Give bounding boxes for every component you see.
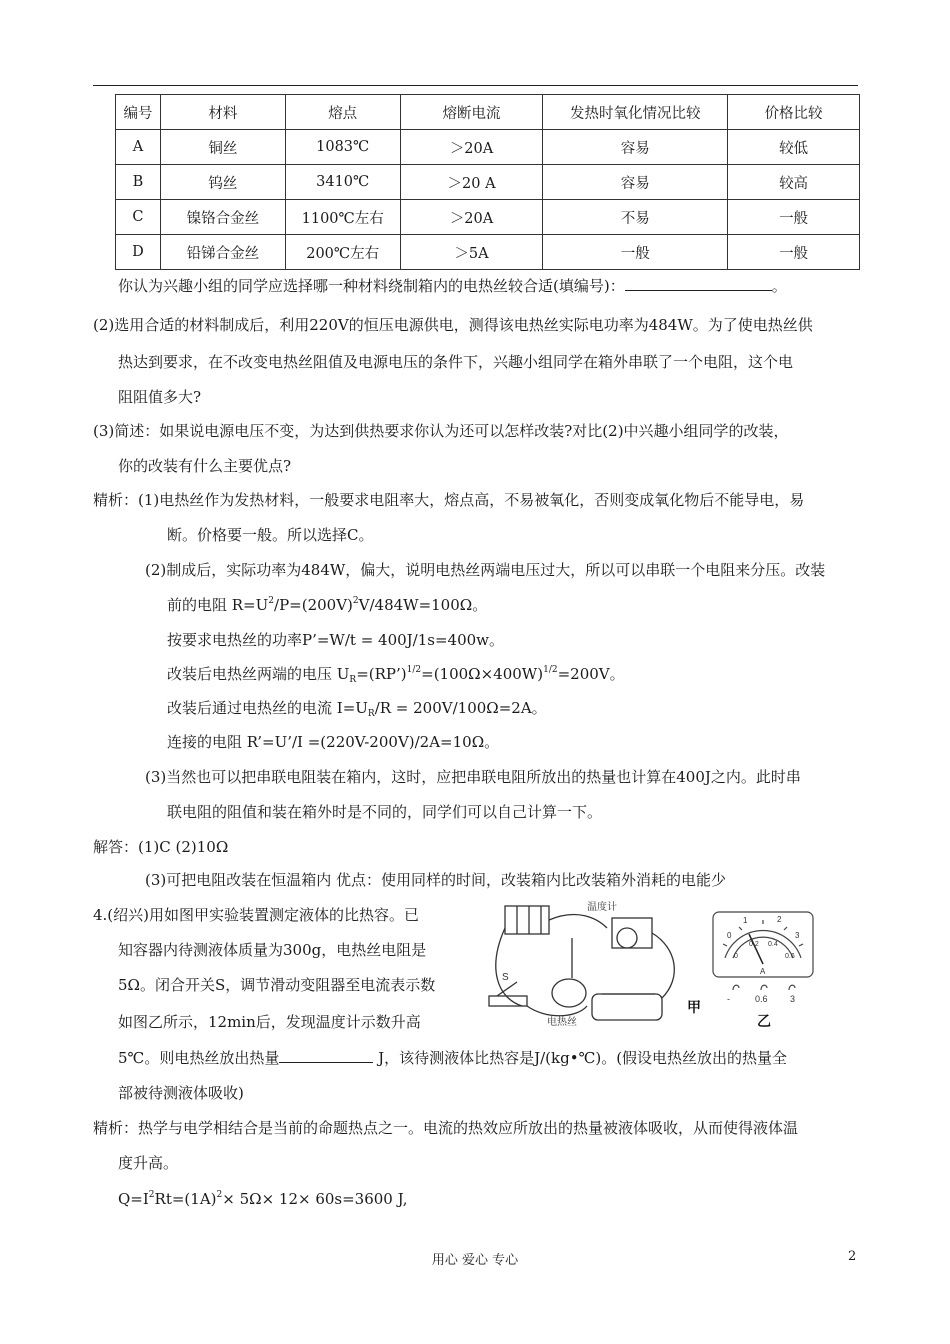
table-cell: B — [116, 165, 161, 200]
analysis-line: 断。价格要一般。所以选择C。 — [167, 526, 374, 544]
formula-superscript: 2 — [268, 596, 275, 606]
table-cell: 镍铬合金丝 — [160, 200, 285, 235]
formula-part: =(100Ω×400W) — [421, 665, 544, 683]
terminal-label: 0.6 — [755, 994, 768, 1004]
question-1-line — [118, 275, 787, 296]
table-cell: A — [116, 130, 161, 165]
question-4-line: 4.(绍兴)用如图甲实验装置测定液体的比热容。已 — [93, 906, 420, 924]
scale-label: 0 — [727, 931, 732, 940]
switch-label: S — [502, 972, 509, 983]
question-3-line-2: 你的改装有什么主要优点? — [118, 457, 292, 475]
question-4-line: 部被待测液体吸收) — [118, 1084, 244, 1102]
formula-subscript: R — [367, 709, 375, 719]
table-cell: 一般 — [728, 235, 860, 270]
analysis-line: (3)当然也可以把串联电阻装在箱内，这时，应把串联电阻所放出的热量也计算在400J之内。此时串 — [145, 768, 801, 786]
formula-superscript: 2 — [352, 596, 359, 606]
formula-part: /R = 200V/100Ω=2A。 — [374, 699, 547, 717]
table-cell: C — [116, 200, 161, 235]
table-cell: 1083℃ — [285, 130, 400, 165]
question-2-line-3: 阻阻值多大? — [118, 388, 202, 406]
page-footer: 用心 爱心 专心 — [431, 1253, 519, 1268]
formula-part: 改装后通过电热丝的电流 I=U — [167, 699, 368, 717]
table-header-row — [116, 95, 860, 130]
analysis-4-line: 精析：热学与电学相结合是当前的命题热点之一。电流的热效应所放出的热量被液体吸收，从而使得液体温 — [93, 1119, 799, 1137]
formula-part: /P=(200V) — [274, 596, 353, 614]
rheostat-icon — [592, 994, 662, 1020]
wire — [549, 915, 607, 928]
page-number: 2 — [848, 1249, 857, 1264]
table-cell: 一般 — [728, 200, 860, 235]
table-cell: 铜丝 — [160, 130, 285, 165]
table-cell: ＞20A — [400, 130, 543, 165]
terminal-label: - — [727, 994, 730, 1004]
analysis-4-line: 度升高。 — [118, 1154, 179, 1172]
answer-blank — [279, 1047, 373, 1063]
table-header-cell: 价格比较 — [728, 95, 860, 130]
figure-label-jia: 甲 — [687, 999, 701, 1015]
materials-table — [115, 94, 860, 270]
scale-label: 2 — [777, 915, 782, 924]
scale-label: 3 — [795, 931, 800, 940]
table-cell: 容易 — [543, 130, 728, 165]
figure-svg — [487, 898, 847, 1033]
formula-current — [167, 698, 547, 718]
formula-heat — [118, 1189, 408, 1209]
formula-power: 按要求电热丝的功率P’=W/t = 400J/1s=400w。 — [167, 631, 505, 649]
question-1-text: 你认为兴趣小组的同学应选择哪一种材料绕制箱内的电热丝较合适(填编号)： — [118, 277, 625, 295]
question-4-line: 知容器内待测液体质量为300g，电热丝电阻是 — [118, 941, 427, 959]
question-4-line: 如图乙所示，12min后，发现温度计示数升高 — [118, 1013, 421, 1031]
table-cell: 1100℃左右 — [285, 200, 400, 235]
formula-superscript: 1/2 — [543, 665, 558, 675]
formula-voltage — [167, 664, 625, 684]
ammeter-unit: A — [760, 967, 766, 976]
formula-part: V/484W=100Ω。 — [358, 596, 488, 614]
table-cell: 一般 — [543, 235, 728, 270]
formula-subscript: R — [349, 675, 357, 685]
scale-sub-label: 0.4 — [768, 941, 778, 948]
terminal-icon — [733, 985, 739, 990]
ammeter-icon — [617, 928, 637, 948]
terminal-label: 3 — [790, 994, 796, 1004]
table-header-cell: 材料 — [160, 95, 285, 130]
answer-line: 解答：(1)C (2)10Ω — [93, 838, 229, 856]
table-cell: 不易 — [543, 200, 728, 235]
terminal-icon — [761, 985, 767, 990]
table-cell: ＞20A — [400, 200, 543, 235]
formula-part: 前的电阻 R=U — [167, 596, 269, 614]
table-cell: 3410℃ — [285, 165, 400, 200]
formula-part: =200V。 — [557, 665, 625, 683]
table-cell: D — [116, 235, 161, 270]
formula-part: Rt=(1A) — [154, 1190, 217, 1208]
table-cell: ＞20 A — [400, 165, 543, 200]
circuit-apparatus — [489, 906, 674, 1020]
table-cell: 钨丝 — [160, 165, 285, 200]
beaker-icon — [552, 979, 586, 1007]
formula-part: × 5Ω× 12× 60s=3600 J, — [222, 1190, 408, 1208]
terminal-icon — [789, 985, 795, 990]
scale-label: 1 — [743, 916, 748, 925]
table-row — [116, 200, 860, 235]
table-header-cell: 熔点 — [285, 95, 400, 130]
question-4-line: 5Ω。闭合开关S，调节滑动变阻器至电流表示数 — [118, 976, 436, 994]
analysis-line: (2)制成后，实际功率为484W，偏大，说明电热丝两端电压过大，所以可以串联一个电阻来分压。改装 — [145, 561, 826, 579]
question-4-line — [118, 1047, 787, 1068]
formula-superscript: 2 — [148, 1190, 155, 1200]
formula-part: =(RP’) — [356, 665, 407, 683]
formula-resistance — [167, 595, 487, 615]
question-2-line-2: 热达到要求，在不改变电热丝阻值及电源电压的条件下，兴趣小组同学在箱外串联了一个电阻，这个电 — [118, 353, 794, 371]
table-cell: 较高 — [728, 165, 860, 200]
header-rule — [93, 85, 858, 86]
formula-part: 改装后电热丝两端的电压 U — [167, 665, 350, 683]
scale-sub-label: 0.2 — [749, 941, 759, 948]
question-3-line-1: (3)简述：如果说电源电压不变，为达到供热要求你认为还可以怎样改装?对比(2)中兴趣小组同学的改装， — [93, 422, 789, 440]
scale-sub-label: 0.6 — [785, 953, 795, 960]
ammeter-needle — [749, 934, 763, 964]
table-header-cell: 熔断电流 — [400, 95, 543, 130]
answer-blank — [625, 275, 772, 291]
formula-superscript: 2 — [216, 1190, 223, 1200]
question-1-end: 。 — [771, 277, 787, 295]
formula-series-resistor: 连接的电阻 R’=U’/I =(220V-200V)/2A=10Ω。 — [167, 733, 500, 751]
table-header-cell: 编号 — [116, 95, 161, 130]
table-cell: 铅锑合金丝 — [160, 235, 285, 270]
table-cell: 容易 — [543, 165, 728, 200]
table-cell: 较低 — [728, 130, 860, 165]
answer-line: (3)可把电阻改装在恒温箱内 优点：使用同样的时间，改装箱内比改装箱外消耗的电能少 — [145, 871, 727, 889]
figure-label-yi: 乙 — [757, 1013, 771, 1029]
table-row — [116, 235, 860, 270]
ammeter-dial — [713, 912, 813, 990]
table-cell: ＞5A — [400, 235, 543, 270]
table-cell: 200℃左右 — [285, 235, 400, 270]
battery-icon — [505, 906, 549, 934]
table-row — [116, 130, 860, 165]
experiment-figure — [487, 898, 847, 1033]
question-4-part: 5℃。则电热丝放出热量 — [118, 1049, 280, 1067]
scale-sub-label: 0 — [734, 953, 738, 960]
heater-label: 电热丝 — [547, 1017, 577, 1028]
wire — [652, 933, 674, 998]
analysis-line: 精析：(1)电热丝作为发热材料，一般要求电阻率大，熔点高，不易被氧化，否则变成氧化物后不能导电，易 — [93, 491, 805, 509]
question-4-part: J，该待测液体比热容是J/(kg•℃)。(假设电热丝放出的热量全 — [373, 1049, 788, 1067]
thermometer-label: 温度计 — [587, 902, 617, 913]
wire — [527, 1006, 587, 1016]
question-2-line-1: (2)选用合适的材料制成后，利用220V的恒压电源供电，测得该电热丝实际电功率为484W。为了使电热丝供 — [93, 316, 813, 334]
table-header-cell: 发热时氧化情况比较 — [543, 95, 728, 130]
table-row — [116, 165, 860, 200]
analysis-line: 联电阻的阻值和装在箱外时是不同的，同学们可以自己计算一下。 — [167, 803, 603, 821]
formula-superscript: 1/2 — [406, 665, 422, 675]
formula-part: Q=I — [118, 1190, 149, 1208]
